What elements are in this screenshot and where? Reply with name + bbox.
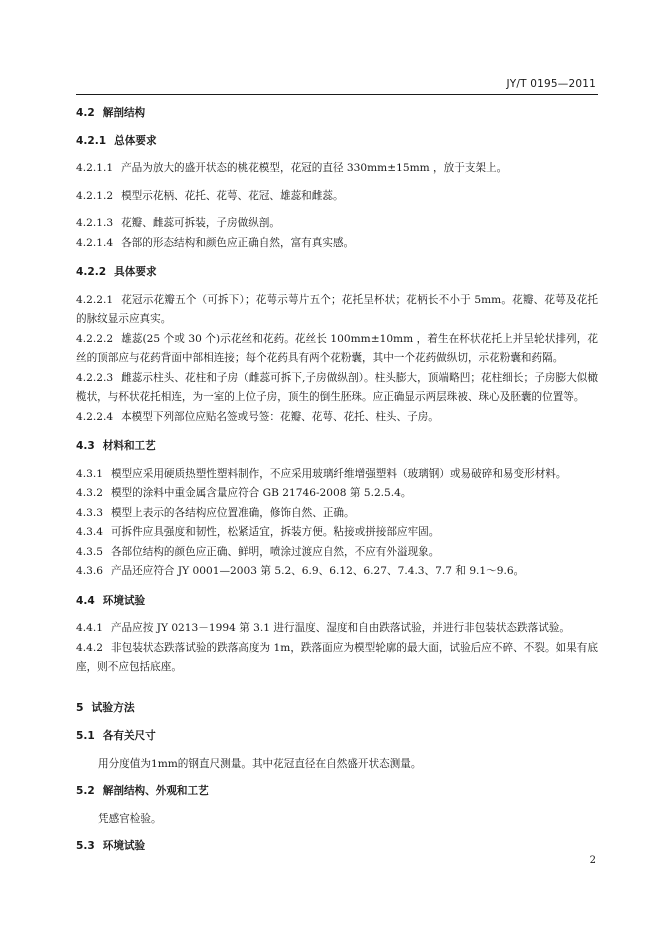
clause-4-2-1-1: 4.2.1.1 产品为放大的盛开状态的桃花模型，花冠的直径 330mm±15mm ，放于支架上。 (76, 162, 508, 174)
heading-5-3: 5.3 环境试验 (76, 840, 146, 852)
heading-4-2-1: 4.2.1 总体要求 (76, 134, 157, 147)
clause-4-2-2-2: 4.2.2.2 雄蕊(25 个或 30 个)示花丝和花药。花丝长 100mm±10mm ，着生在杯状花托上并呈轮状排列，花丝的顶部应与花药背面中部相连接；每个花药具有两个花粉囊，其中一个花药做纵切，示花粉囊和药隔。 (76, 332, 598, 364)
clause-4-3-3: 4.3.3 模型上表示的各结构应位置准确，修饰自然、正确。 (76, 506, 355, 519)
header-rule (76, 94, 598, 95)
clause-4-4-1: 4.4.1 产品应按 JY 0213－1994 第 3.1 进行温度、湿度和自由跌落试验，并进行非包装状态跌落试验。 (76, 622, 570, 634)
clause-4-2-1-2: 4.2.1.2 模型示花柄、花托、花萼、花冠、雄蕊和雌蕊。 (76, 189, 344, 202)
clause-4-2-1-4: 4.2.1.4 各部的形态结构和颜色应正确自然，富有真实感。 (76, 236, 355, 249)
clause-4-2-2-3: 4.2.2.3 雌蕊示柱头、花柱和子房（雌蕊可拆下,子房做纵剖）。柱头膨大，顶端略凹；花柱细长；子房膨大似橄榄状，与杯状花托相连，为一室的上位子房，顶生的倒生胚珠。应正确显示两层珠被、珠心及胚囊的位置等。 (76, 371, 598, 403)
clause-4-3-6: 4.3.6 产品还应符合 JY 0001—2003 第 5.2、6.9、6.12、6.27、7.4.3、7.7 和 9.1～9.6。 (76, 565, 525, 577)
clause-4-3-5: 4.3.5 各部位结构的颜色应正确、鲜明，喷涂过渡应自然，不应有外溢现象。 (76, 545, 440, 558)
heading-4-4: 4.4 环境试验 (76, 594, 146, 607)
document-body (76, 104, 598, 857)
clause-4-4-2: 4.4.2 非包装状态跌落试验的跌落高度为 1m，跌落面应为模型轮廓的最大面，试验后应不碎、不裂。如果有底座，则不应包括底座。 (76, 641, 598, 673)
heading-4-2: 4.2 解剖结构 (76, 107, 146, 119)
page-number: 2 (589, 855, 596, 866)
heading-5-2: 5.2 解剖结构、外观和工艺 (76, 785, 209, 797)
clause-4-3-4: 4.3.4 可拆件应具强度和韧性，松紧适宜，拆装方便。粘接或拼接部应牢固。 (76, 526, 440, 538)
heading-5-1: 5.1 各有关尺寸 (76, 730, 156, 742)
document-code: JY/T 0195—2011 (506, 78, 596, 90)
clause-5-2-text: 凭感官检验。 (98, 812, 162, 825)
clause-5-1-text: 用分度值为1mm的钢直尺测量。其中花冠直径在自然盛开状态测量。 (98, 757, 422, 770)
clause-4-3-1: 4.3.1 模型应采用硬质热塑性塑料制作，不应采用玻璃纤维增强塑料（玻璃钢）或易破碎和易变形材料。 (76, 467, 567, 480)
clause-4-2-2-4: 4.2.2.4 本模型下列部位应贴名签或号签：花瓣、花萼、花托、柱头、子房。 (76, 410, 439, 423)
heading-5: 5 试验方法 (76, 700, 135, 714)
heading-4-3: 4.3 材料和工艺 (76, 440, 156, 452)
heading-4-2-2: 4.2.2 具体要求 (76, 266, 157, 278)
clause-4-3-2: 4.3.2 模型的涂料中重金属含量应符合 GB 21746-2008 第 5.2.5.4。 (76, 487, 412, 499)
clause-4-2-2-1: 4.2.2.1 花冠示花瓣五个（可拆下）；花萼示萼片五个；花托呈杯状；花柄长不小于 5mm。花瓣、花萼及花托的脉纹显示应真实。 (76, 293, 598, 325)
clause-4-2-1-3: 4.2.1.3 花瓣、雌蕊可拆装，子房做纵剖。 (76, 217, 280, 229)
